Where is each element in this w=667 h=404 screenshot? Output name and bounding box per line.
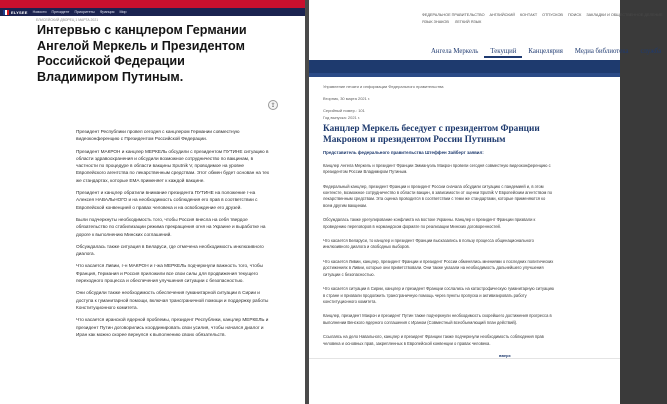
back-to-top-link[interactable]: вверх (499, 353, 511, 358)
nav-item-news[interactable]: Новости (32, 10, 47, 14)
french-flag-icon (3, 10, 9, 15)
tab-media-library[interactable]: Медиа библиотека (574, 48, 629, 55)
release-paragraph: Что касается ситуации в Сирии, канцлер и президент Франции сослались на катастрофическую гуманитарную ситуацию в стране и призвали продолжить трансграничную помощь через пункты пропуска и активизировать работу конституционного комитета. (323, 286, 554, 304)
header-banner (309, 60, 620, 77)
article-paragraph: Что касается иранской ядерной проблемы, президент Республики, канцлер МЕРКЕЛЬ и президент Путин договорились координировать свои усилия, чтобы начался диалог и Иран как можно скорее вернулся к выполнению своих обязательств. (76, 317, 269, 337)
elysee-nav-bar (0, 8, 305, 16)
article-body (76, 128, 274, 343)
tab-current[interactable]: Текущий (484, 46, 522, 58)
link-federal-government[interactable]: ФЕДЕРАЛЬНОЕ ПРАВИТЕЛЬСТВО (422, 13, 485, 17)
release-paragraph: Ссылаясь на дело Навального, канцлер и президент Франции также подчеркнули необходимость соблюдения прав человека и основных прав, закрепленных в Европейской конвенции о правах человека. (323, 334, 544, 346)
article-paragraph: Обсуждалась также ситуация в Беларуси, где отмечена необходимость инклюзивного диалога. (76, 243, 264, 257)
release-paragraph: Федеральный канцлер, президент Франции и президент России сначала обсудили ситуацию с пандемией и, в этом контексте, возможное сотрудничество в области вакцин, в зависимости от оценки Sputnik V Европейским агентством по лекарственным средствам. Эта оценка проводится в соответствии с теми же стандартами, которые применяются ко всем другим вакцинам. (323, 183, 552, 208)
footer-divider (309, 358, 620, 359)
release-lead: Представитель федерального правительства Штеффен Зайберт заявил: (323, 149, 484, 155)
release-paragraph: Канцлер Ангела Меркель и президент Франции Эммануэль Макрон провели сегодня совместную видеоконференцию с президентом России Владимиром Путиным. (323, 162, 551, 175)
release-date: Вторник, 30 марта 2021 г. (323, 96, 371, 102)
nav-item-president[interactable]: Президент (51, 10, 70, 14)
share-icon[interactable]: ⇪ (268, 100, 278, 110)
elysee-logo[interactable] (3, 10, 28, 15)
press-release (323, 84, 613, 355)
article-paragraph: Президент МАКРОН и канцлер МЕРКЕЛЬ обсудили с президентом ПУТИНЕ ситуацию в области здравоохранения и обсудили возможное сотрудничество по вакцинам, в частности по процедуре в области вакцины Sputnik V, проводимое на уровне Европейского агентства по лекарственным средствам. Этот обмен будет основан на тех же стандартах, которые EMA применяет к каждой вакцине. (76, 148, 270, 183)
link-bookmarks[interactable]: ЗАКЛАДКИ И ОБЩЕСТВЕННОЕ ДЕЛЕНИЕ (586, 13, 663, 17)
tab-chancellery[interactable]: Канцелярия (528, 48, 563, 55)
breadcrumb[interactable]: ЕЛИСЕЙСКИЙ ДВОРЕЦ 1 МАРТА 2021 (36, 18, 99, 22)
tab-angela-merkel[interactable]: Ангела Меркель (431, 48, 479, 55)
main-nav-tabs (425, 46, 667, 58)
link-english[interactable]: АНГЛИЙСКИЙ (489, 13, 516, 17)
release-paragraph: Канцлер, президент Макрон и президент Путин также подчеркнули необходимость скорейшего достижения прогресса в выполнении Венского ядерного соглашения с Ираном (Совместный всеобъемлющий план действий). (323, 313, 552, 325)
flag-red-stripe (7, 10, 9, 15)
link-holidays[interactable]: ОТПУСКОВ (542, 13, 563, 17)
release-paragraph: Что касается Беларуси, то канцлер и президент Франции высказались в пользу процесса общенационального инклюзивного диалога и свободных выборов. (323, 238, 534, 250)
release-paragraph: Обсуждалась также урегулирование конфликта на востоке Украины. Канцлер и президент Франции призвали к проведению переговоров в нормандском формате по реализации Минских договоренностей. (323, 217, 536, 229)
release-year: Год выпуска: 2021 г. (323, 114, 360, 120)
article-title: Интервью с канцлером Германии Ангелой Меркель и Президентом Российской Федерации Владимиром Путиным. (37, 23, 247, 84)
nav-item-world[interactable]: Мир (119, 10, 127, 14)
article-paragraph: Президент и канцлер обратили внимание президента ПУТИНЕ на положение г-на Алексея НАВАЛЬНОГО и на необходимость соблюдения его прав в соответствии с Европейской конвенцией о правах человека и на освобождение его друзей. (76, 190, 258, 210)
link-easy-language[interactable]: ЛЕГКИЙ ЯЗЫК (454, 20, 482, 24)
article-paragraph: Что касается Ливии, г-н МАКРОН и г-жа МЕРКЕЛЬ подчеркнули важность того, чтобы Франция, Германия и Россия приложили все свои силы для продвижения текущего переходного процесса и обеспечения улучшения ситуации с безопасностью. (76, 263, 263, 284)
release-title: Канцлер Меркель беседует с президентом Франции Макроном и президентом России Путиным (323, 123, 540, 145)
article-paragraph: Были подчеркнуты необходимость того, чтобы Россия внесла на себя твердое обязательство по стабилизации режима прекращения огня на Украине и выработке на дороге к выполнению Минских соглашений. (76, 216, 266, 237)
release-paragraph: Что касается Ливии, канцлер, президент Франции и президент России обменялись мнениями о последних политических достижениях в Ливии, которые они приветствовали. Они также указали на необходимость дальнейшего улучшения ситуации с безопасностью. (323, 258, 554, 277)
top-links (422, 13, 663, 17)
article-paragraph: Президент Республики провел сегодня с канцлером Германии совместную видеоконференцию с Президентом Российской Федерации. (76, 129, 240, 142)
page-bottom (309, 368, 620, 404)
accessibility-links (422, 20, 481, 24)
article-paragraph: Они обсудили также необходимость обеспечения гуманитарной ситуации в Сирии и доступа к гуманитарной помощи, включая трансграничной помощи и поддержку работы Конституционного комитета. (76, 290, 269, 310)
banner-stripe (309, 73, 620, 77)
nav-item-france[interactable]: Франция (99, 10, 115, 14)
top-red-bar (0, 0, 305, 8)
link-search[interactable]: ПОИСК (567, 13, 582, 17)
nav-item-priorities[interactable]: Приоритеты (74, 10, 95, 14)
office-name: Управление печати и информации Федерального правительства (323, 84, 444, 89)
serial-number: Серийный номер.: 101 (323, 108, 365, 114)
bundesregierung-window (309, 0, 663, 404)
tab-service[interactable]: служба (640, 48, 662, 55)
logo-text: ELYSEE (11, 9, 28, 15)
link-sign-language[interactable]: ЯЗЫК ЗНАКОВ (422, 20, 449, 24)
site-header (309, 0, 663, 44)
elysee-window (0, 0, 305, 404)
link-contact[interactable]: КОНТАКТ (520, 13, 538, 17)
